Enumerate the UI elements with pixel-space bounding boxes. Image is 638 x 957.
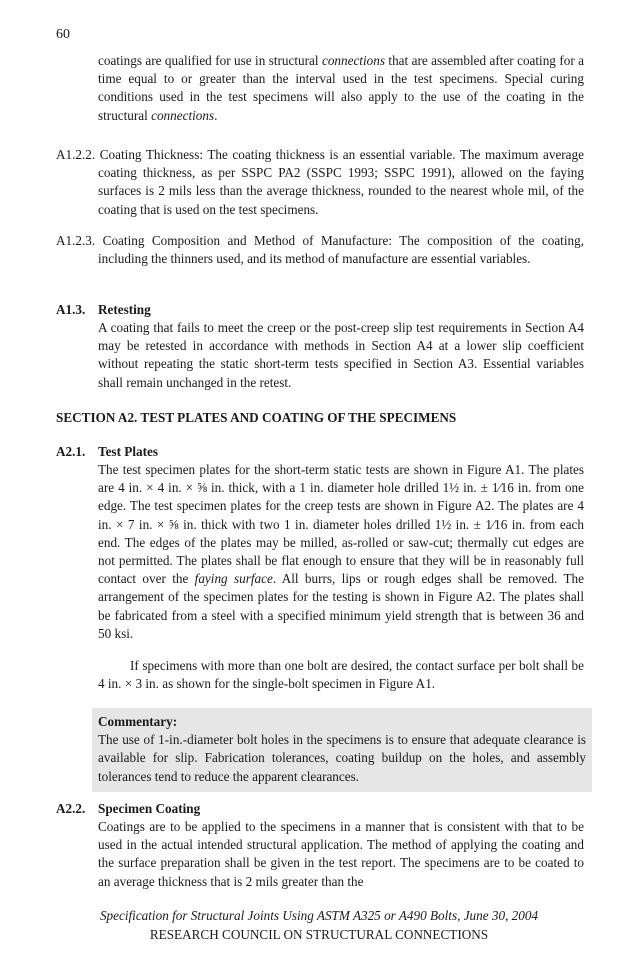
section-a2-1-paragraph-1 <box>98 461 584 643</box>
clause-a1-2-3: A1.2.3. Coating Composition and Method of Manufacture: The composition of the coating, including the thinners used, and its method of manufacture are essential variables. <box>56 233 584 267</box>
commentary-title: Commentary: <box>98 714 178 729</box>
a2-1-emphasis: faying surface <box>194 571 273 587</box>
section-a2-1-number: A2.1. <box>56 444 86 459</box>
commentary-text: The use of 1-in.-diameter bolt holes in the specimens is to ensure that adequate clearance is available for slip. Fabrication tolerances, coating buildup on the holes, and assembly tolerances tend to reduce the apparent clearances. <box>98 732 586 784</box>
a2-1-text-b: . All burrs, lips or rough edges shall be removed. The arrangement of the specimen plates for the testing is shown in Figure A2. The plates shall be fabricated from a steel with a specified minimum yield strength that is between 36 and 50 ksi. <box>98 571 584 641</box>
section-a1-3-title: Retesting <box>98 302 151 317</box>
intro-text-2: that are assembled after coating for a time equal to or greater than the interval used in the test specimens. Special curing conditions used in the test specimens will also apply to the use of the coating in the structural <box>98 53 584 123</box>
intro-text-1: coatings are qualified for use in structural <box>98 53 322 68</box>
section-a2-1-paragraph-2: If specimens with more than one bolt are desired, the contact surface per bolt shall be 4 in. × 3 in. as shown for the single-bolt specimen in Figure A1. <box>98 658 584 692</box>
section-a2-2-text: Coatings are to be applied to the specimens in a manner that is consistent with that to be used in the actual intended structural application. The method of applying the coating and the surface preparation shall be given in the test report. The specimens are to be coated to an average thickness that is 2 mils greater than the <box>98 819 584 889</box>
intro-paragraph <box>98 52 584 125</box>
page-number: 60 <box>56 27 70 42</box>
footer-council: RESEARCH COUNCIL ON STRUCTURAL CONNECTIONS <box>149 927 489 942</box>
intro-emphasis-2: connections <box>151 107 215 123</box>
section-a2-heading: SECTION A2. TEST PLATES AND COATING OF THE SPECIMENS <box>56 410 457 425</box>
section-a2-2-number: A2.2. <box>56 801 86 816</box>
a2-1-text-a: The test specimen plates for the short-term static tests are shown in Figure A1. The plates are 4 in. × 4 in. × ⅝ in. thick, with a 1 in. diameter hole drilled 1½ in. ± 1⁄16 in. from one edge. The test specimen plates for the creep tests are shown in Figure A2. The plates are 4 in. × 7 in. × ⅝ in. thick with two 1 in. diameter holes drilled 1½ in. ± 1⁄16 in. from each end. The edges of the plates may be milled, as-rolled or saw-cut; thermally cut edges are not permitted. The plates shall be flat enough to ensure that they will be in reasonably full contact over the <box>98 462 584 587</box>
footer-spec-title: Specification for Structural Joints Using ASTM A325 or A490 Bolts, June 30, 2004 <box>99 908 539 923</box>
section-a2-2-title: Specimen Coating <box>98 801 201 816</box>
commentary-box <box>92 708 592 792</box>
section-a1-3-text: A coating that fails to meet the creep or the post-creep slip test requirements in Section A4 may be retested in accordance with methods in Section A4 at a lower slip coefficient without repeating the static short-term tests specified in Section A3. Essential variables shall remain unchanged in the retest. <box>98 320 584 390</box>
clause-a1-2-2: A1.2.2. Coating Thickness: The coating thickness is an essential variable. The maximum average coating thickness, as per SSPC PA2 (SSPC 1993; SSPC 1991), allowed on the faying surfaces is 2 mils less than the average thickness, rounded to the nearest whole mil, of the coating that is used on the test specimens. <box>56 147 584 217</box>
section-a1-3-number: A1.3. <box>56 302 86 317</box>
intro-emphasis-1: connections <box>321 53 385 68</box>
section-a2-1-title: Test Plates <box>98 444 158 459</box>
intro-text-3: . <box>214 107 218 123</box>
